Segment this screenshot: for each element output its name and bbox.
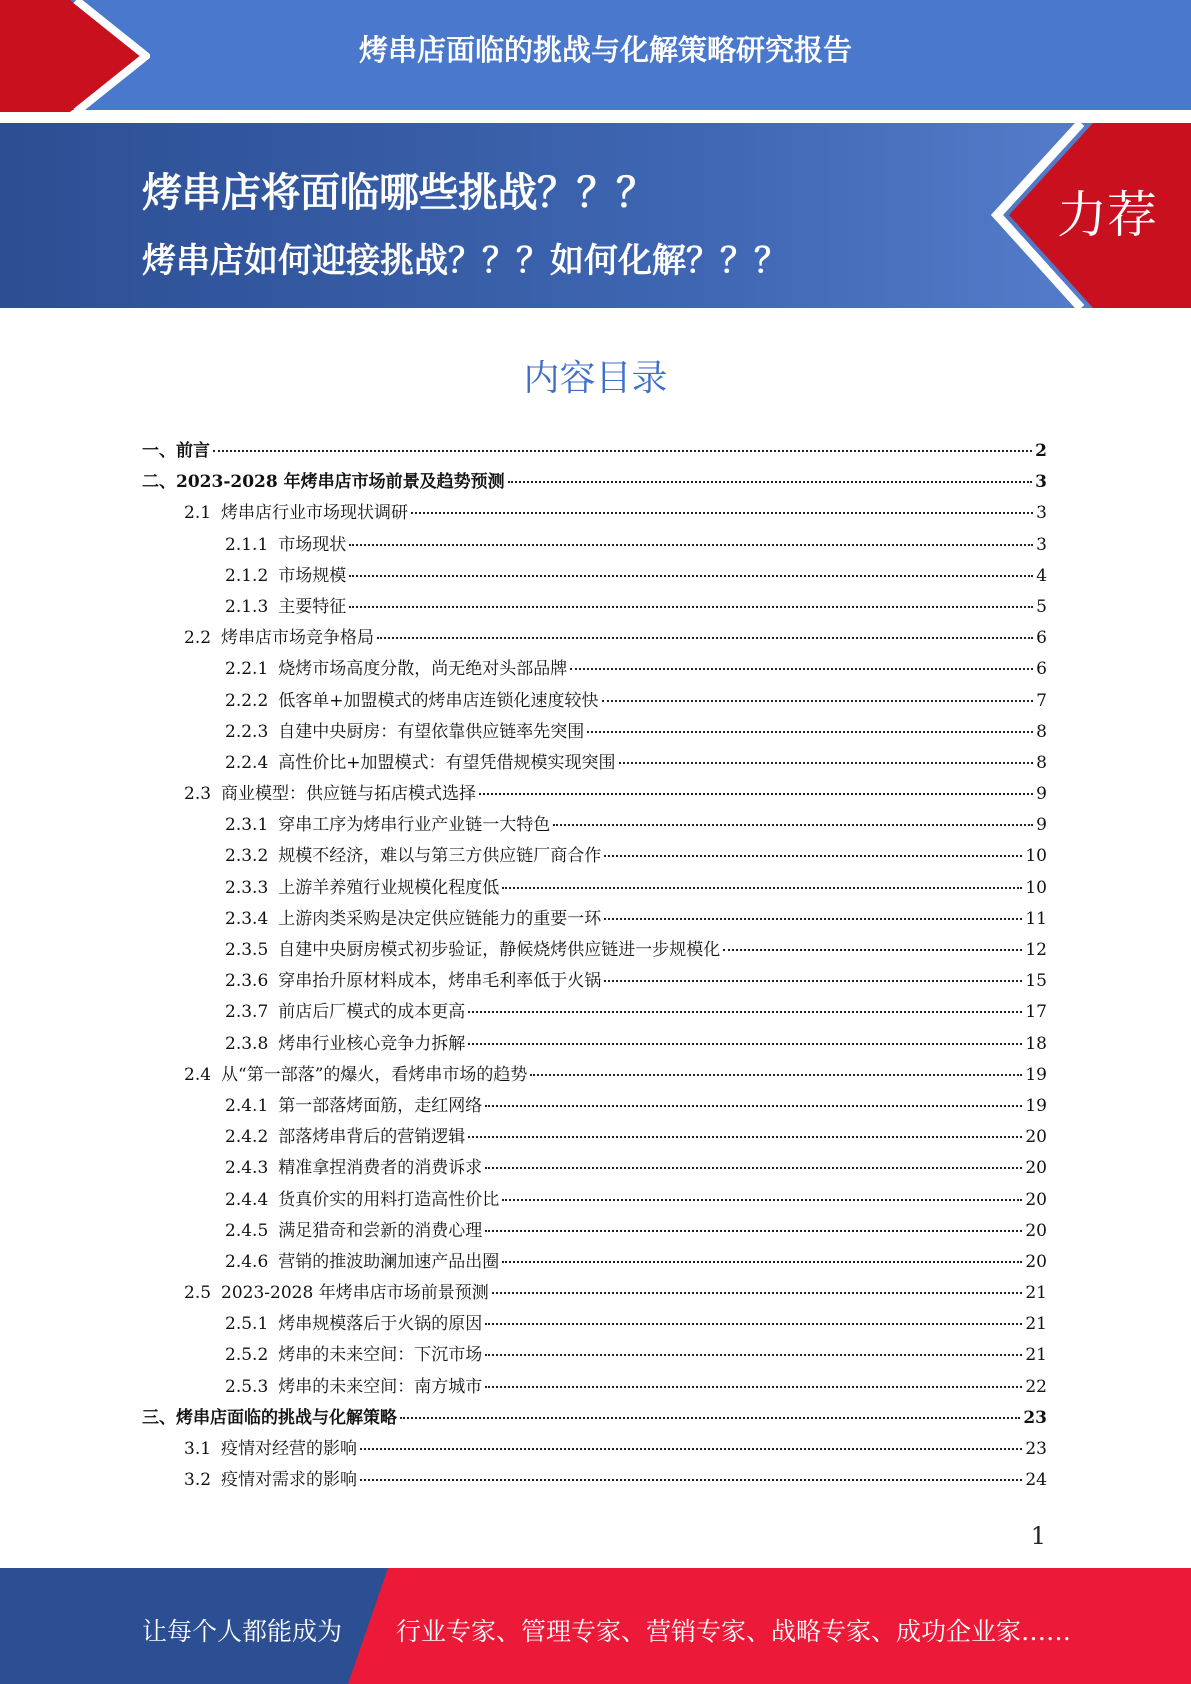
toc-leader-dots: [530, 1074, 1022, 1076]
toc-entry-page: 20: [1025, 1189, 1047, 1210]
toc-leader-dots: [468, 1136, 1022, 1138]
toc-entry-title: 烤串店市场竞争格局: [221, 628, 375, 649]
toc-entry[interactable]: [142, 530, 1047, 561]
toc-entry-title: 疫情对经营的影响: [221, 1439, 358, 1459]
toc-leader-dots: [502, 887, 1022, 889]
toc-leader-dots: [602, 700, 1034, 702]
toc-entry-page: 21: [1025, 1345, 1047, 1366]
toc-entry-number: 3.1: [184, 1439, 212, 1459]
toc-entry-page: 17: [1025, 1002, 1047, 1023]
toc-entry-title: 烤串店面临的挑战与化解策略: [176, 1407, 397, 1428]
toc-entry[interactable]: [142, 592, 1047, 623]
toc-entry-number: 2.2.2: [225, 690, 269, 711]
toc-leader-dots: [485, 1230, 1022, 1232]
toc-leader-dots: [604, 980, 1022, 982]
toc-entry-number: 2.1.2: [225, 565, 269, 586]
toc-leader-dots: [485, 1354, 1022, 1356]
toc-entry-number: 2.5.1: [225, 1314, 269, 1335]
toc-entry-page: 5: [1036, 596, 1047, 617]
toc-entry-number: 2.4.3: [225, 1158, 269, 1179]
toc-entry-title: 前言: [176, 441, 210, 461]
toc-entry-number: 2.1.3: [225, 596, 269, 617]
toc-entry-number: 3.2: [184, 1470, 212, 1491]
toc-entry-title: 规模不经济，难以与第三方供应链厂商合作: [278, 846, 602, 867]
toc-entry-title: 货真价实的用料打造高性价比: [278, 1189, 500, 1210]
toc-entry-number: 2.2.3: [225, 721, 269, 742]
toc-entry-page: 3: [1036, 503, 1047, 524]
toc-entry[interactable]: [142, 1153, 1047, 1184]
toc-leader-dots: [468, 1043, 1022, 1045]
toc-entry[interactable]: [142, 1309, 1047, 1340]
toc-entry-title: 2023-2028 年烤串店市场前景预测: [221, 1283, 489, 1304]
toc-entry[interactable]: [142, 1372, 1047, 1403]
toc-entry-page: 2: [1035, 441, 1047, 461]
toc-entry-number: 2.4.2: [225, 1127, 269, 1148]
toc-entry-title: 2023-2028 年烤串店市场前景及趋势预测: [176, 472, 505, 493]
toc-leader-dots: [411, 512, 1033, 514]
toc-entry-title: 烤串的未来空间：南方城市: [278, 1376, 483, 1397]
toc-entry-number: 2.3.4: [225, 908, 269, 929]
toc-entry-page: 21: [1025, 1283, 1047, 1304]
toc-entry-page: 19: [1025, 1095, 1047, 1116]
toc-entry[interactable]: [142, 1340, 1047, 1371]
toc-leader-dots: [468, 1011, 1022, 1013]
toc-entry-title: 烤串的未来空间：下沉市场: [278, 1345, 483, 1366]
toc-entry[interactable]: [142, 1216, 1047, 1247]
toc-entry-number: 一、: [142, 441, 176, 461]
toc-entry[interactable]: [142, 935, 1047, 966]
toc-entry-title: 满足猎奇和尝新的消费心理: [278, 1220, 483, 1241]
toc-entry[interactable]: [142, 841, 1047, 872]
toc-entry-number: 2.4.1: [225, 1095, 269, 1116]
toc-entry-page: 23: [1023, 1407, 1047, 1428]
toc-leader-dots: [377, 637, 1033, 639]
toc-entry-number: 2.3.5: [225, 940, 269, 960]
toc-leader-dots: [553, 824, 1033, 826]
toc-entry-title: 从“第一部落”的爆火，看烤串市场的趋势: [221, 1064, 528, 1085]
toc-entry[interactable]: [142, 1465, 1047, 1496]
toc-leader-dots: [485, 1167, 1022, 1169]
toc-leader-dots: [492, 1292, 1023, 1294]
toc-entry-title: 烧烤市场高度分散，尚无绝对头部品牌: [278, 659, 568, 680]
toc-leader-dots: [479, 793, 1033, 795]
toc-entry-title: 上游肉类采购是决定供应链能力的重要一环: [278, 908, 602, 929]
toc-entry-title: 精准拿捏消费者的消费诉求: [278, 1158, 483, 1179]
toc-entry-number: 2.1: [184, 503, 212, 524]
toc-entry-title: 第一部落烤面筋，走红网络: [278, 1095, 483, 1116]
toc-leader-dots: [502, 1199, 1022, 1201]
toc-entry-number: 2.3.7: [225, 1002, 269, 1023]
toc-leader-dots: [604, 855, 1022, 857]
page-number: 1: [1030, 1522, 1046, 1550]
toc-entry-title: 高性价比+加盟模式：有望凭借规模实现突围: [278, 752, 616, 773]
toc-entry[interactable]: [142, 717, 1047, 748]
toc-entry-page: 6: [1036, 628, 1047, 649]
toc-entry[interactable]: [142, 997, 1047, 1028]
toc-entry-page: 6: [1036, 659, 1047, 680]
hero-question-2: 烤串店如何迎接挑战？？？如何化解？？？: [142, 241, 788, 281]
toc-leader-dots: [508, 481, 1033, 483]
toc-entry-page: 20: [1025, 1127, 1047, 1148]
toc-entry-title: 自建中央厨房：有望依靠供应链率先突围: [278, 721, 585, 742]
toc-entry[interactable]: [142, 436, 1047, 467]
toc-entry[interactable]: [142, 654, 1047, 685]
footer-tagline: 让每个人都能成为: [142, 1617, 343, 1646]
toc-entry-title: 部落烤串背后的营销逻辑: [278, 1127, 466, 1148]
toc-leader-dots: [723, 949, 1022, 951]
toc-entry[interactable]: [142, 779, 1047, 810]
toc-entry-page: 10: [1025, 846, 1047, 867]
toc-entry-number: 2.2.4: [225, 752, 269, 773]
toc-entry-title: 市场现状: [278, 534, 347, 555]
toc-entry-page: 23: [1025, 1439, 1047, 1459]
toc-leader-dots: [400, 1417, 1020, 1419]
hero-question-1: 烤串店将面临哪些挑战？？？: [142, 170, 656, 216]
toc-entry-number: 2.4.6: [225, 1251, 269, 1272]
toc-entry-number: 2.3.8: [225, 1033, 269, 1054]
toc-entry-number: 2.2.1: [225, 659, 269, 680]
toc-entry-page: 20: [1025, 1251, 1047, 1272]
toc-entry[interactable]: [142, 748, 1047, 779]
toc-entry-number: 2.3.1: [225, 815, 269, 836]
toc-entry-number: 2.5.2: [225, 1345, 269, 1366]
footer-roles: 行业专家、管理专家、营销专家、战略专家、成功企业家……: [396, 1617, 1072, 1646]
toc-leader-dots: [570, 668, 1033, 670]
toc-entry-title: 市场规模: [278, 565, 347, 586]
toc-leader-dots: [485, 1386, 1022, 1388]
toc-leader-dots: [485, 1105, 1022, 1107]
toc-entry-page: 20: [1025, 1220, 1047, 1241]
top-banner: [0, 0, 1191, 110]
toc-entry-title: 前店后厂模式的成本更高: [278, 1002, 466, 1023]
toc-list: [142, 436, 1047, 1496]
toc-leader-dots: [213, 450, 1032, 452]
toc-entry[interactable]: [142, 1029, 1047, 1060]
toc-entry-page: 24: [1025, 1470, 1047, 1491]
toc-entry[interactable]: [142, 1185, 1047, 1216]
toc-entry-page: 12: [1025, 940, 1047, 960]
toc-entry[interactable]: [142, 467, 1047, 498]
toc-entry-title: 烤串店行业市场现状调研: [221, 503, 409, 524]
toc-leader-dots: [360, 1479, 1022, 1481]
toc-entry-title: 低客单+加盟模式的烤串店连锁化速度较快: [278, 690, 599, 711]
toc-leader-dots: [485, 1323, 1022, 1325]
toc-entry-title: 自建中央厨房模式初步验证，静候烧烤供应链进一步规模化: [278, 940, 721, 960]
toc-entry[interactable]: [142, 810, 1047, 841]
toc-entry-page: 22: [1025, 1376, 1047, 1397]
toc-entry[interactable]: [142, 1434, 1047, 1465]
toc-entry-number: 2.5: [184, 1283, 212, 1304]
toc-leader-dots: [619, 762, 1034, 764]
toc-leader-dots: [502, 1261, 1022, 1263]
toc-entry[interactable]: [142, 904, 1047, 935]
footer-left-panel: [0, 1568, 390, 1684]
recommend-badge-label: 力荐: [1057, 186, 1157, 244]
toc-entry-title: 商业模型：供应链与拓店模式选择: [221, 784, 477, 805]
toc-entry-title: 穿串工序为烤串行业产业链一大特色: [278, 815, 551, 836]
toc-entry[interactable]: [142, 1060, 1047, 1091]
report-title: 烤串店面临的挑战与化解策略研究报告: [358, 33, 852, 67]
toc-entry-number: 2.5.3: [225, 1376, 269, 1397]
toc-entry-page: 15: [1025, 971, 1047, 992]
toc-entry[interactable]: [142, 561, 1047, 592]
toc-entry-page: 10: [1025, 877, 1047, 898]
toc-entry[interactable]: [142, 623, 1047, 654]
toc-entry-number: 2.4: [184, 1064, 212, 1085]
toc-entry-title: 穿串抬升原材料成本，烤串毛利率低于火锅: [278, 971, 602, 992]
toc-leader-dots: [587, 731, 1033, 733]
toc-leader-dots: [604, 918, 1022, 920]
toc-entry[interactable]: [142, 1403, 1047, 1434]
toc-entry[interactable]: [142, 966, 1047, 997]
toc-entry-title: 营销的推波助澜加速产品出圈: [278, 1251, 500, 1272]
toc-entry-page: 7: [1036, 690, 1047, 711]
toc-entry-page: 8: [1036, 752, 1047, 773]
toc-title: 内容目录: [523, 358, 668, 399]
toc-entry-title: 上游羊养殖行业规模化程度低: [278, 877, 500, 898]
toc-entry-page: 4: [1036, 565, 1047, 586]
toc-entry[interactable]: [142, 1122, 1047, 1153]
toc-entry[interactable]: [142, 1091, 1047, 1122]
recommend-badge: [981, 123, 1191, 308]
toc-entry-number: 2.3: [184, 784, 212, 805]
toc-entry-number: 三、: [142, 1407, 176, 1428]
toc-entry-number: 2.3.6: [225, 971, 269, 992]
toc-entry[interactable]: [142, 498, 1047, 529]
toc-entry-page: 9: [1036, 815, 1047, 836]
toc-entry-number: 2.4.4: [225, 1189, 269, 1210]
toc-entry-number: 二、: [142, 472, 176, 493]
toc-entry-page: 20: [1025, 1158, 1047, 1179]
toc-entry-page: 11: [1025, 908, 1047, 929]
toc-leader-dots: [360, 1448, 1022, 1450]
toc-entry-title: 疫情对需求的影响: [221, 1470, 358, 1491]
toc-entry-page: 3: [1035, 472, 1047, 493]
toc-leader-dots: [349, 575, 1033, 577]
toc-entry-title: 烤串规模落后于火锅的原因: [278, 1314, 483, 1335]
toc-entry[interactable]: [142, 873, 1047, 904]
toc-entry-page: 8: [1036, 721, 1047, 742]
toc-entry-page: 18: [1025, 1033, 1047, 1054]
toc-entry-page: 9: [1036, 784, 1047, 805]
toc-leader-dots: [349, 544, 1033, 546]
toc-entry-number: 2.2: [184, 628, 212, 649]
toc-entry-page: 19: [1025, 1064, 1047, 1085]
toc-entry[interactable]: [142, 1278, 1047, 1309]
toc-entry[interactable]: [142, 1247, 1047, 1278]
toc-entry-page: 3: [1036, 534, 1047, 555]
toc-leader-dots: [349, 606, 1033, 608]
toc-entry-number: 2.3.2: [225, 846, 269, 867]
toc-entry[interactable]: [142, 686, 1047, 717]
toc-entry-title: 烤串行业核心竞争力拆解: [278, 1033, 466, 1054]
toc-entry-title: 主要特征: [278, 596, 347, 617]
toc-entry-number: 2.4.5: [225, 1220, 269, 1241]
toc-entry-number: 2.3.3: [225, 877, 269, 898]
toc-entry-number: 2.1.1: [225, 534, 269, 555]
toc-entry-page: 21: [1025, 1314, 1047, 1335]
